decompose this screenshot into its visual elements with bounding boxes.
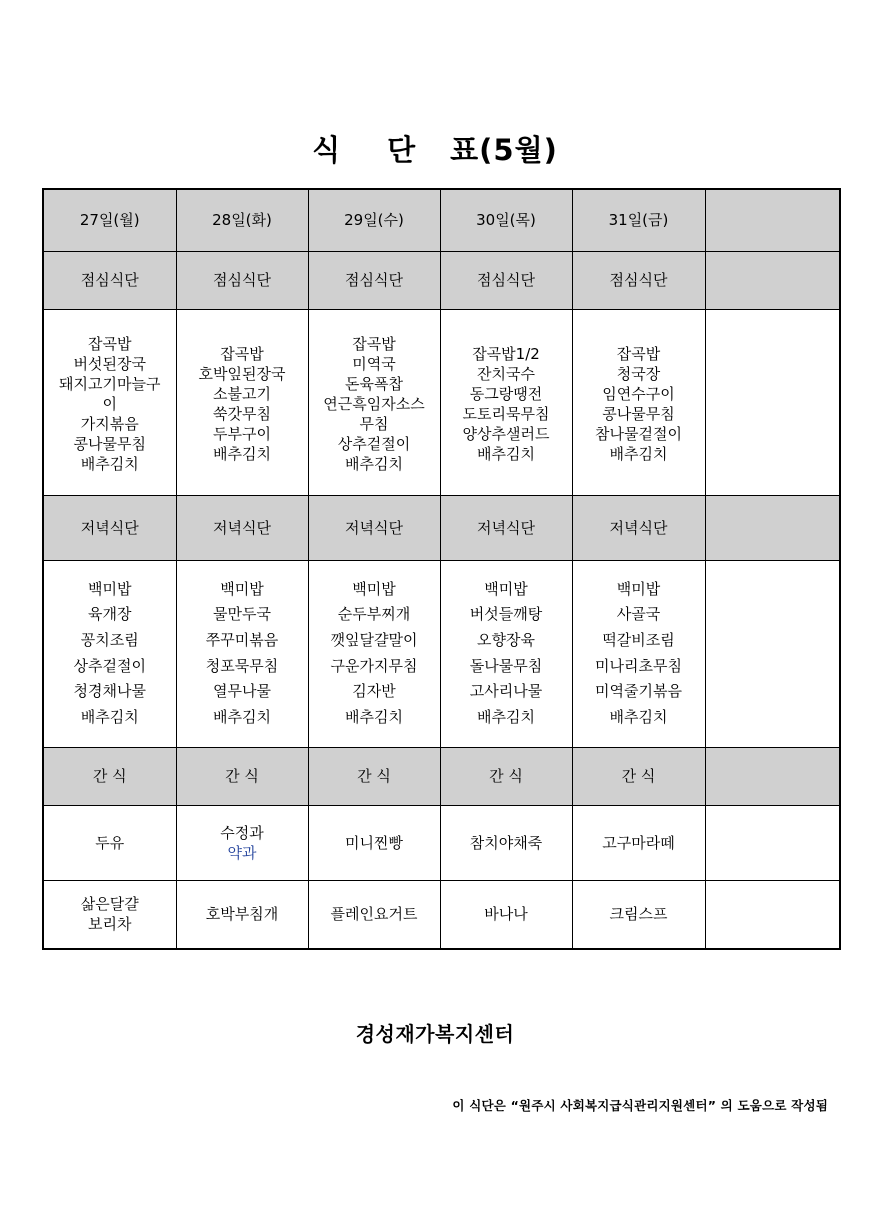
menu-item: 배추김치 xyxy=(477,707,535,726)
menu-item: 김자반 xyxy=(352,682,396,701)
lunch-menu-cell xyxy=(43,309,176,495)
menu-item: 잡곡밥 xyxy=(220,345,264,363)
snack2-cell xyxy=(176,880,308,949)
menu-item: 육개장 xyxy=(88,605,132,624)
menu-item: 호박부침개 xyxy=(205,905,279,924)
snack2-cell xyxy=(705,880,840,949)
snack2-cell xyxy=(572,880,705,949)
page-title xyxy=(0,128,870,169)
menu-item: 백미밥 xyxy=(220,579,264,598)
lunch-label: 점심식단 xyxy=(308,251,440,309)
menu-item: 수정과 xyxy=(220,823,264,842)
footnote: 이 식단은 “원주시 사회복지급식관리지원센터” 의 도움으로 작성됨 xyxy=(452,1098,828,1113)
menu-table xyxy=(42,188,841,950)
menu-item: 참치야채죽 xyxy=(469,833,543,852)
menu-item: 깻잎달걀말이 xyxy=(330,630,418,649)
menu-item: 미니찐빵 xyxy=(345,833,403,852)
menu-item: 배추김치 xyxy=(345,707,403,726)
lunch-menu-cell xyxy=(308,309,440,495)
menu-item: 호박잎된장국 xyxy=(198,365,286,383)
menu-item: 플레인요거트 xyxy=(330,905,418,924)
menu-item: 도토리묵무침 xyxy=(462,405,550,423)
dinner-menu-cell xyxy=(705,560,840,747)
snack-label-row xyxy=(43,747,840,805)
menu-item: 배추김치 xyxy=(213,445,271,463)
menu-item: 미역줄기볶음 xyxy=(595,682,682,701)
menu-item: 열무나물 xyxy=(213,682,271,701)
lunch-label: 점심식단 xyxy=(176,251,308,309)
menu-item: 구운가지무침 xyxy=(330,656,418,675)
center-name: 경성재가복지센터 xyxy=(355,1022,515,1046)
menu-item: 백미밥 xyxy=(352,579,396,598)
menu-item: 물만두국 xyxy=(213,605,271,624)
menu-item: 떡갈비조림 xyxy=(602,630,675,649)
menu-item: 잡곡밥 xyxy=(88,335,132,353)
menu-item: 참나물겉절이 xyxy=(595,425,682,443)
dinner-menu-cell xyxy=(572,560,705,747)
day-header: 28일(화) xyxy=(176,189,308,251)
menu-item: 청경채나물 xyxy=(73,682,146,701)
dinner-label: 저녁식단 xyxy=(572,495,705,560)
menu-item: 양상추샐러드 xyxy=(462,425,550,443)
menu-item: 두유 xyxy=(95,833,125,852)
menu-item: 연근흑임자소스 xyxy=(323,395,425,413)
menu-item: 잔치국수 xyxy=(477,365,535,383)
lunch-label: 점심식단 xyxy=(572,251,705,309)
lunch-menu-cell xyxy=(440,309,572,495)
menu-item: 백미밥 xyxy=(616,579,661,598)
snack2-cell xyxy=(308,880,440,949)
menu-item: 동그랑땡전 xyxy=(469,385,543,403)
dinner-menu-row xyxy=(43,560,840,747)
snack-label xyxy=(705,747,840,805)
menu-item: 고구마라떼 xyxy=(602,833,675,852)
snack2-cell xyxy=(43,880,176,949)
menu-item: 잡곡밥 xyxy=(352,335,396,353)
dinner-label: 저녁식단 xyxy=(176,495,308,560)
menu-item: 고사리나물 xyxy=(469,682,543,701)
menu-item: 삶은달걀 xyxy=(80,895,139,914)
menu-item: 백미밥 xyxy=(484,579,528,598)
menu-item: 쑥갓무침 xyxy=(213,405,271,423)
day-header xyxy=(705,189,840,251)
menu-item: 청국장 xyxy=(616,365,661,383)
menu-item: 사골국 xyxy=(616,605,661,624)
menu-item: 배추김치 xyxy=(345,455,403,473)
snack-label: 간 식 xyxy=(308,747,440,805)
menu-item: 잡곡밥1/2 xyxy=(472,345,540,363)
menu-item: 배추김치 xyxy=(213,707,271,726)
menu-item: 버섯된장국 xyxy=(73,355,146,373)
menu-item: 오향장육 xyxy=(477,630,535,649)
snack1-cell xyxy=(176,805,308,880)
snack2-cell xyxy=(440,880,572,949)
menu-item: 이 xyxy=(102,395,117,413)
menu-item: 두부구이 xyxy=(213,425,271,443)
menu-item: 잡곡밥 xyxy=(616,345,661,363)
dinner-menu-cell xyxy=(176,560,308,747)
menu-item: 돼지고기마늘구 xyxy=(59,375,161,393)
day-header: 30일(목) xyxy=(440,189,572,251)
lunch-menu-row xyxy=(43,309,840,495)
menu-item: 배추김치 xyxy=(80,455,139,473)
menu-item: 돌나물무침 xyxy=(469,656,543,675)
title-part-2: 단 xyxy=(387,133,417,167)
day-header: 27일(월) xyxy=(43,189,176,251)
menu-item: 약과 xyxy=(227,843,257,862)
menu-item: 버섯들깨탕 xyxy=(469,605,543,624)
dinner-menu-cell xyxy=(440,560,572,747)
menu-item: 배추김치 xyxy=(477,445,535,463)
dinner-label-row xyxy=(43,495,840,560)
menu-item: 배추김치 xyxy=(609,445,668,463)
lunch-label xyxy=(705,251,840,309)
menu-item: 무침 xyxy=(359,415,389,433)
menu-item: 꽁치조림 xyxy=(80,630,139,649)
snack-label: 간 식 xyxy=(572,747,705,805)
lunch-menu-cell xyxy=(572,309,705,495)
snack1-cell xyxy=(705,805,840,880)
menu-item: 가지볶음 xyxy=(80,415,139,433)
day-header: 31일(금) xyxy=(572,189,705,251)
lunch-label: 점심식단 xyxy=(43,251,176,309)
snack1-cell xyxy=(308,805,440,880)
menu-item: 청포묵무침 xyxy=(205,656,279,675)
snack-label: 간 식 xyxy=(440,747,572,805)
menu-item: 미역국 xyxy=(352,355,396,373)
dinner-label xyxy=(705,495,840,560)
snack1-row xyxy=(43,805,840,880)
menu-item: 돈육폭찹 xyxy=(345,375,403,393)
snack1-cell xyxy=(440,805,572,880)
menu-item: 상추겉절이 xyxy=(73,656,146,675)
menu-item: 배추김치 xyxy=(609,707,668,726)
title-part-1: 식 xyxy=(312,133,342,167)
lunch-menu-cell xyxy=(705,309,840,495)
dinner-menu-cell xyxy=(43,560,176,747)
menu-item: 배추김치 xyxy=(80,707,139,726)
snack1-cell xyxy=(572,805,705,880)
snack2-row xyxy=(43,880,840,949)
day-header: 29일(수) xyxy=(308,189,440,251)
menu-item: 임연수구이 xyxy=(602,385,675,403)
menu-item: 순두부찌개 xyxy=(337,605,411,624)
menu-item: 쭈꾸미볶음 xyxy=(205,630,279,649)
lunch-label-row xyxy=(43,251,840,309)
lunch-label: 점심식단 xyxy=(440,251,572,309)
title-part-3: 표(5월) xyxy=(450,133,558,167)
lunch-menu-cell xyxy=(176,309,308,495)
menu-item: 콩나물무침 xyxy=(73,435,146,453)
dinner-label: 저녁식단 xyxy=(43,495,176,560)
menu-item: 백미밥 xyxy=(88,579,132,598)
menu-item: 바나나 xyxy=(484,905,528,924)
menu-item: 콩나물무침 xyxy=(602,405,675,423)
snack1-cell xyxy=(43,805,176,880)
menu-item: 소불고기 xyxy=(213,385,271,403)
snack-label: 간 식 xyxy=(43,747,176,805)
dinner-label: 저녁식단 xyxy=(440,495,572,560)
menu-item: 미나리초무침 xyxy=(595,656,682,675)
menu-item: 보리차 xyxy=(88,915,132,934)
snack-label: 간 식 xyxy=(176,747,308,805)
menu-item: 크림스프 xyxy=(609,905,668,924)
menu-item: 상추겉절이 xyxy=(337,435,411,453)
dinner-label: 저녁식단 xyxy=(308,495,440,560)
dinner-menu-cell xyxy=(308,560,440,747)
day-header-row xyxy=(43,189,840,251)
